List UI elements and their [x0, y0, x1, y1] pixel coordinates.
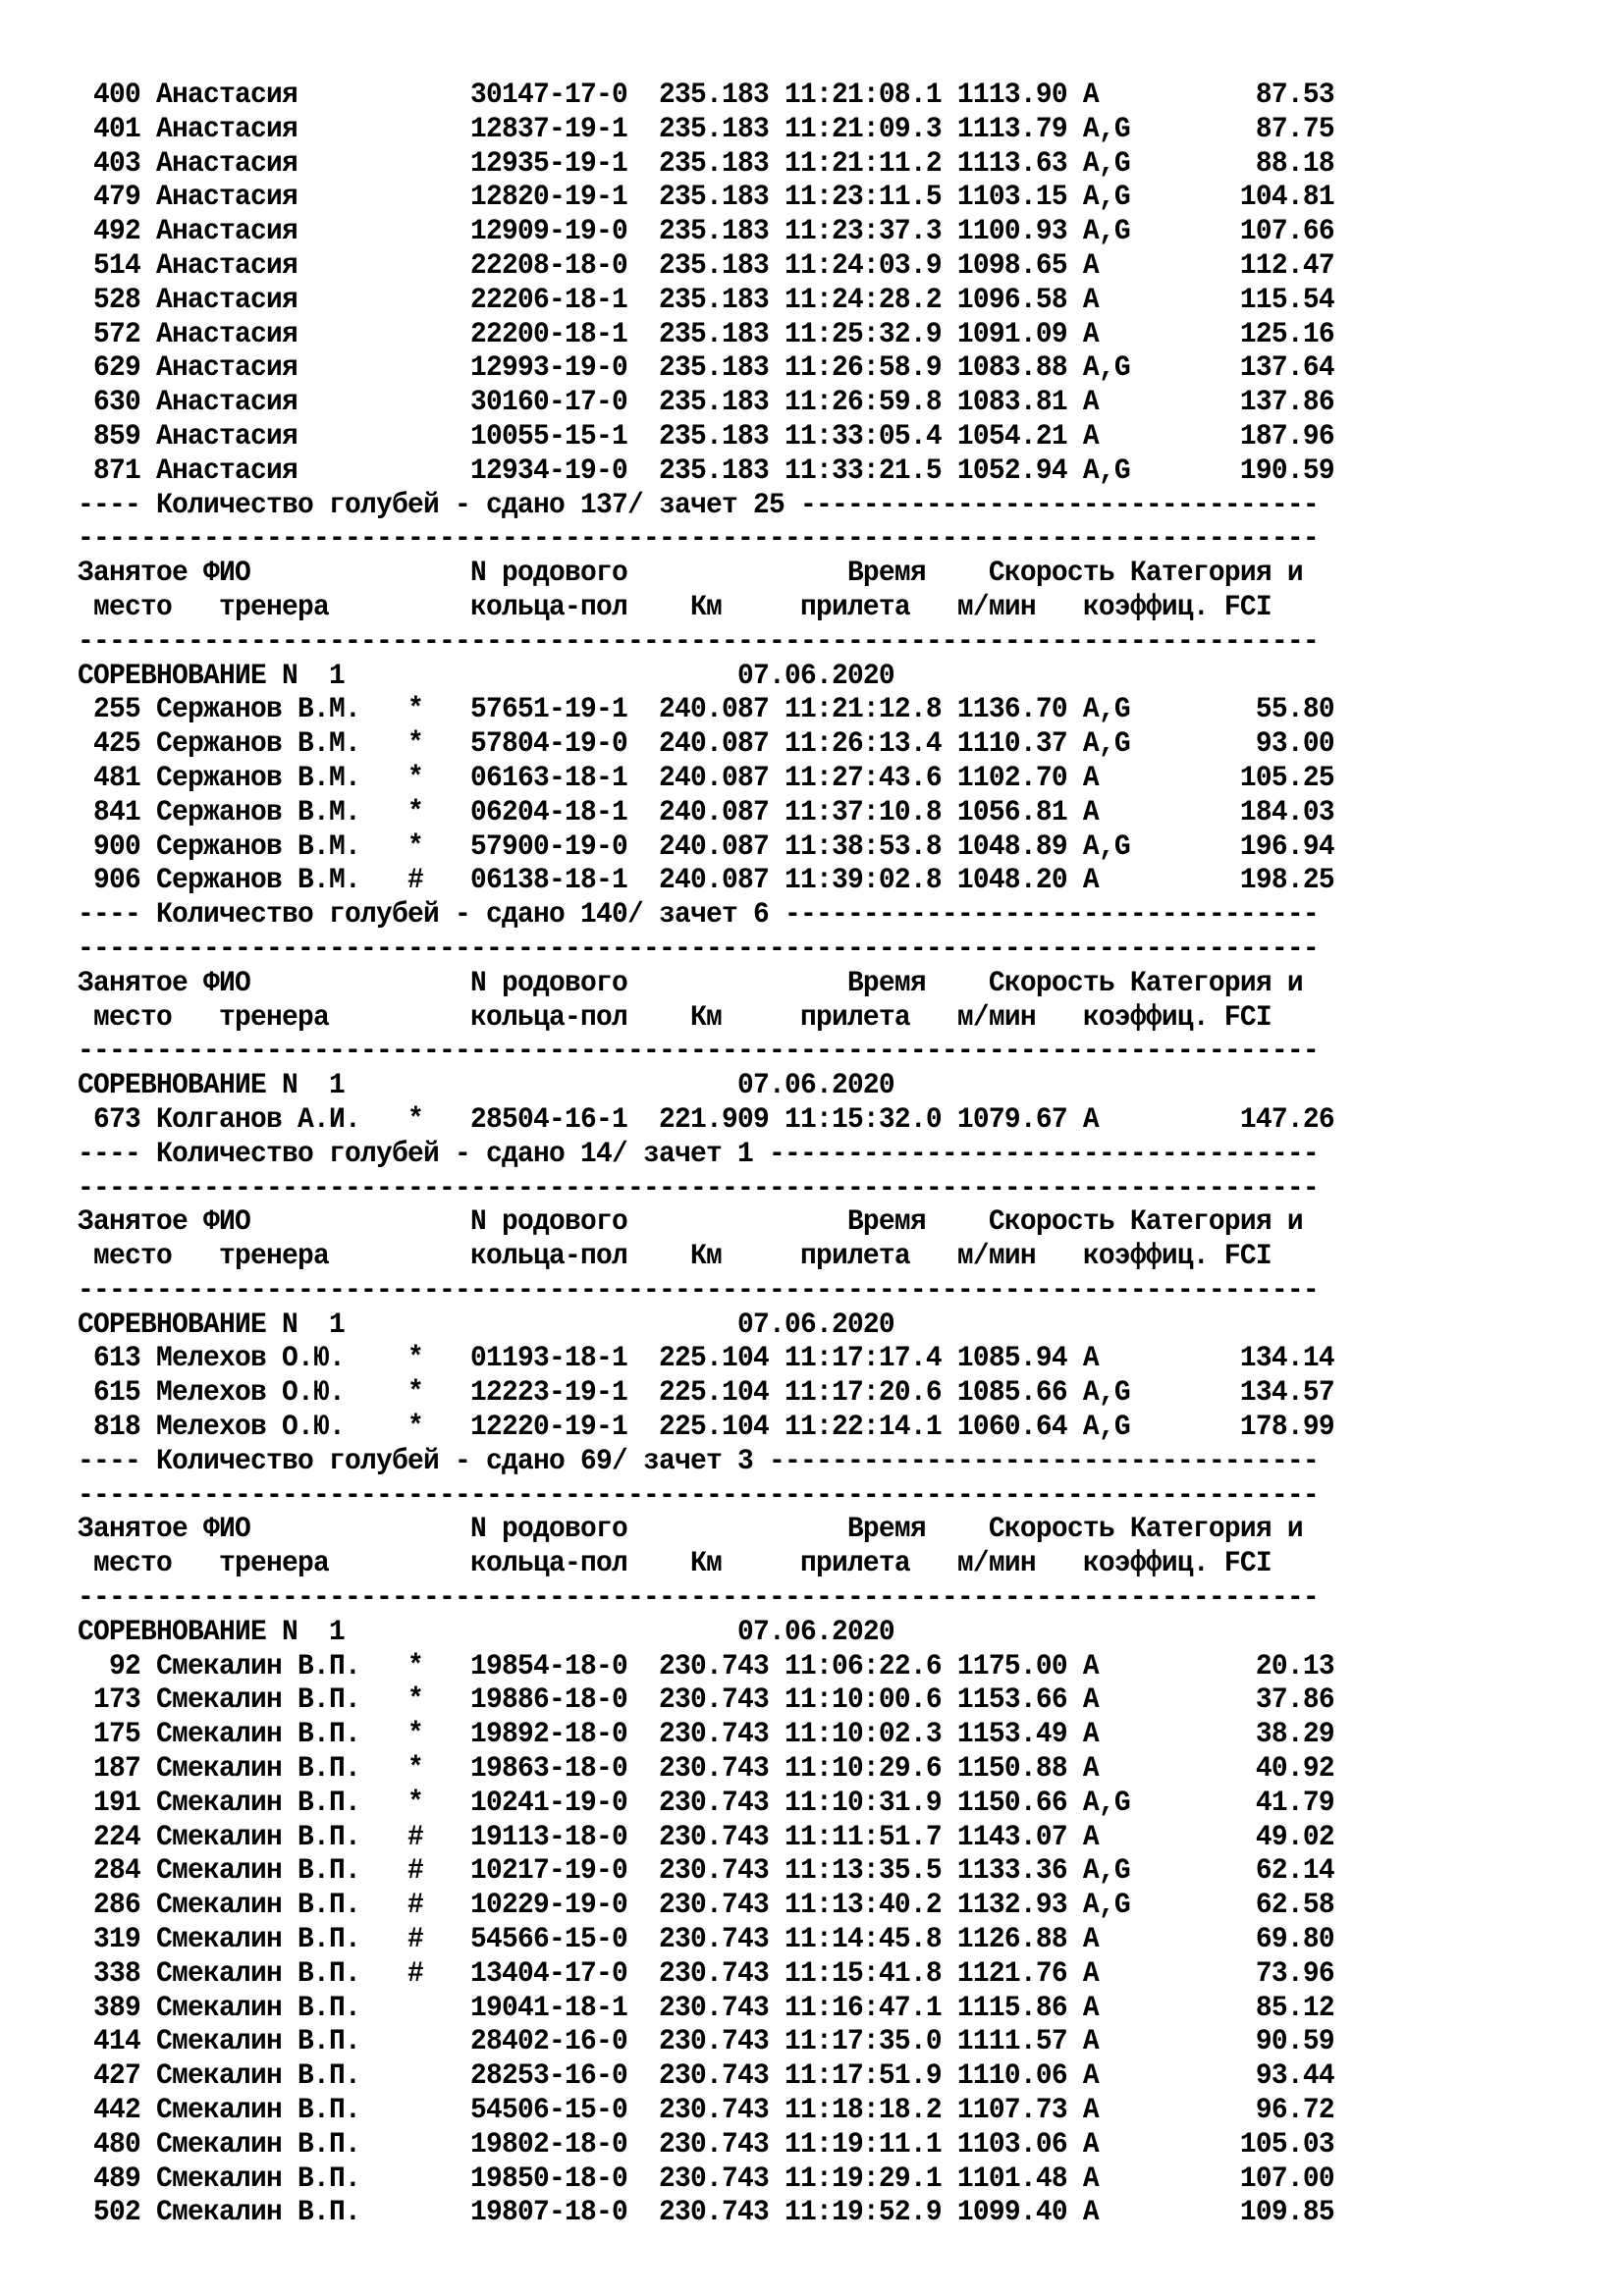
result-row: 841 Сержанов В.М. * 06204-18-1 240.087 11:37:10.8 1056.81 A 184.03: [78, 795, 1334, 829]
result-row: 673 Колганов А.И. * 28504-16-1 221.909 11:15:32.0 1079.67 A 147.26: [78, 1102, 1334, 1137]
result-row: 479 Анастасия 12820-19-1 235.183 11:23:11.5 1103.15 A,G 104.81: [78, 181, 1334, 215]
result-row: 613 Мелехов О.Ю. * 01193-18-1 225.104 11:17:17.4 1085.94 A 134.14: [78, 1342, 1334, 1376]
section-summary: ---- Количество голубей - сдано 140/ зачет 6 ----------------------------------: [78, 898, 1319, 933]
separator-line: -------------------------------------------------------------------------------: [78, 1035, 1319, 1069]
separator-line: -------------------------------------------------------------------------------: [78, 624, 1319, 659]
result-row: 286 Смекалин В.П. # 10229-19-0 230.743 11:13:40.2 1132.93 A,G 62.58: [78, 1889, 1334, 1923]
column-header-top: Занятое ФИО N родового Время Скорость Категория и: [78, 966, 1303, 1000]
result-row: 906 Сержанов В.М. # 06138-18-1 240.087 11:39:02.8 1048.20 A 198.25: [78, 864, 1334, 898]
separator-line: -------------------------------------------------------------------------------: [78, 1581, 1319, 1616]
separator-line: -------------------------------------------------------------------------------: [78, 1171, 1319, 1205]
result-row: 630 Анастасия 30160-17-0 235.183 11:26:59.8 1083.81 A 137.86: [78, 386, 1334, 420]
result-row: 489 Смекалин В.П. 19850-18-0 230.743 11:19:29.1 1101.48 A 107.00: [78, 2162, 1334, 2196]
competition-line: СОРЕВНОВАНИЕ N 1 07.06.2020: [78, 1308, 894, 1342]
result-row: 284 Смекалин В.П. # 10217-19-0 230.743 11:13:35.5 1133.36 A,G 62.14: [78, 1854, 1334, 1889]
result-row: 480 Смекалин В.П. 19802-18-0 230.743 11:19:11.1 1103.06 A 105.03: [78, 2127, 1334, 2162]
result-row: 401 Анастасия 12837-19-1 235.183 11:21:09.3 1113.79 A,G 87.75: [78, 112, 1334, 146]
result-row: 629 Анастасия 12993-19-0 235.183 11:26:58.9 1083.88 A,G 137.64: [78, 351, 1334, 386]
results-listing: [78, 79, 1334, 2230]
separator-line: -------------------------------------------------------------------------------: [78, 522, 1319, 557]
separator-line: -------------------------------------------------------------------------------: [78, 1273, 1319, 1308]
result-row: 319 Смекалин В.П. # 54566-15-0 230.743 11:14:45.8 1126.88 A 69.80: [78, 1923, 1334, 1957]
result-row: 400 Анастасия 30147-17-0 235.183 11:21:08.1 1113.90 A 87.53: [78, 79, 1334, 112]
result-row: 572 Анастасия 22200-18-1 235.183 11:25:32.9 1091.09 A 125.16: [78, 317, 1334, 351]
column-header-top: Занятое ФИО N родового Время Скорость Категория и: [78, 1513, 1303, 1547]
result-row: 403 Анастасия 12935-19-1 235.183 11:21:11.2 1113.63 A,G 88.18: [78, 146, 1334, 181]
separator-line: -------------------------------------------------------------------------------: [78, 1478, 1319, 1513]
competition-line: СОРЕВНОВАНИЕ N 1 07.06.2020: [78, 1615, 894, 1649]
result-row: 442 Смекалин В.П. 54506-15-0 230.743 11:18:18.2 1107.73 A 96.72: [78, 2094, 1334, 2128]
result-row: 224 Смекалин В.П. # 19113-18-0 230.743 11:11:51.7 1143.07 A 49.02: [78, 1820, 1334, 1854]
result-row: 414 Смекалин В.П. 28402-16-0 230.743 11:17:35.0 1111.57 A 90.59: [78, 2025, 1334, 2059]
result-row: 871 Анастасия 12934-19-0 235.183 11:33:21.5 1052.94 A,G 190.59: [78, 454, 1334, 488]
result-row: 425 Сержанов В.М. * 57804-19-0 240.087 11:26:13.4 1110.37 A,G 93.00: [78, 727, 1334, 762]
result-row: 191 Смекалин В.П. * 10241-19-0 230.743 11:10:31.9 1150.66 A,G 41.79: [78, 1786, 1334, 1820]
result-row: 338 Смекалин В.П. # 13404-17-0 230.743 11:15:41.8 1121.76 A 73.96: [78, 1956, 1334, 1991]
result-row: 427 Смекалин В.П. 28253-16-0 230.743 11:17:51.9 1110.06 A 93.44: [78, 2059, 1334, 2094]
result-row: 818 Мелехов О.Ю. * 12220-19-1 225.104 11:22:14.1 1060.64 A,G 178.99: [78, 1411, 1334, 1445]
result-row: 528 Анастасия 22206-18-1 235.183 11:24:28.2 1096.58 A 115.54: [78, 283, 1334, 317]
result-row: 481 Сержанов В.М. * 06163-18-1 240.087 11:27:43.6 1102.70 A 105.25: [78, 761, 1334, 795]
competition-line: СОРЕВНОВАНИЕ N 1 07.06.2020: [78, 659, 894, 693]
result-row: 492 Анастасия 12909-19-0 235.183 11:23:37.3 1100.93 A,G 107.66: [78, 215, 1334, 249]
result-row: 173 Смекалин В.П. * 19886-18-0 230.743 11:10:00.6 1153.66 A 37.86: [78, 1683, 1334, 1718]
section-summary: ---- Количество голубей - сдано 69/ зачет 3 -----------------------------------: [78, 1444, 1319, 1478]
result-row: 514 Анастасия 22208-18-0 235.183 11:24:03.9 1098.65 A 112.47: [78, 248, 1334, 283]
result-row: 175 Смекалин В.П. * 19892-18-0 230.743 11:10:02.3 1153.49 A 38.29: [78, 1718, 1334, 1752]
result-row: 502 Смекалин В.П. 19807-18-0 230.743 11:19:52.9 1099.40 A 109.85: [78, 2196, 1334, 2230]
column-header-bottom: место тренера кольца-пол Км прилета м/мин коэффиц. FCI: [78, 1240, 1272, 1274]
section-summary: ---- Количество голубей - сдано 137/ зачет 25 ---------------------------------: [78, 488, 1319, 522]
result-row: 187 Смекалин В.П. * 19863-18-0 230.743 11:10:29.6 1150.88 A 40.92: [78, 1752, 1334, 1787]
result-row: 859 Анастасия 10055-15-1 235.183 11:33:05.4 1054.21 A 187.96: [78, 419, 1334, 454]
result-row: 255 Сержанов В.М. * 57651-19-1 240.087 11:21:12.8 1136.70 A,G 55.80: [78, 693, 1334, 727]
column-header-top: Занятое ФИО N родового Время Скорость Категория и: [78, 557, 1303, 591]
separator-line: -------------------------------------------------------------------------------: [78, 932, 1319, 966]
result-row: 615 Мелехов О.Ю. * 12223-19-1 225.104 11:17:20.6 1085.66 A,G 134.57: [78, 1376, 1334, 1411]
result-row: 900 Сержанов В.М. * 57900-19-0 240.087 11:38:53.8 1048.89 A,G 196.94: [78, 829, 1334, 864]
column-header-top: Занятое ФИО N родового Время Скорость Категория и: [78, 1205, 1303, 1240]
column-header-bottom: место тренера кольца-пол Км прилета м/мин коэффиц. FCI: [78, 1547, 1272, 1581]
column-header-bottom: место тренера кольца-пол Км прилета м/мин коэффиц. FCI: [78, 590, 1272, 624]
section-summary: ---- Количество голубей - сдано 14/ зачет 1 -----------------------------------: [78, 1137, 1319, 1171]
competition-line: СОРЕВНОВАНИЕ N 1 07.06.2020: [78, 1069, 894, 1103]
column-header-bottom: место тренера кольца-пол Км прилета м/мин коэффиц. FCI: [78, 1000, 1272, 1035]
result-row: 389 Смекалин В.П. 19041-18-1 230.743 11:16:47.1 1115.86 A 85.12: [78, 1991, 1334, 2025]
result-row: 92 Смекалин В.П. * 19854-18-0 230.743 11:06:22.6 1175.00 A 20.13: [78, 1649, 1334, 1683]
